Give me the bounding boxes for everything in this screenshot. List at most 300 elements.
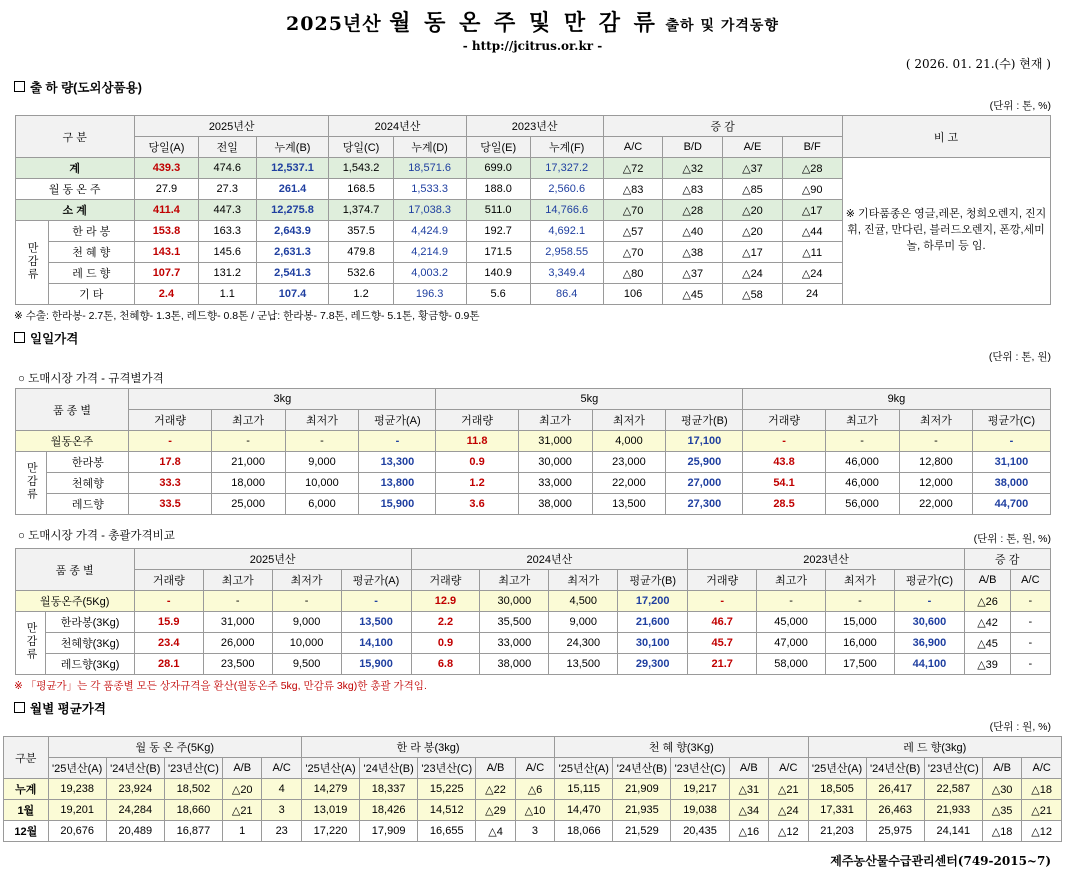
cell: 21,529: [613, 821, 671, 842]
checkbox-icon: [14, 332, 25, 343]
cell: △38: [663, 242, 723, 263]
cell: 19,217: [671, 779, 729, 800]
sub-b: '24년산(B): [866, 758, 924, 779]
cell: 1,533.3: [393, 179, 466, 200]
sub-a: 당일(A): [134, 137, 198, 158]
cell: △21: [223, 800, 262, 821]
col-2025: 2025년산: [134, 549, 411, 570]
cell: 17,327.2: [530, 158, 603, 179]
cell: △83: [663, 179, 723, 200]
cell: △57: [603, 221, 663, 242]
cell: △22: [476, 779, 515, 800]
sub-ac: A/C: [603, 137, 663, 158]
col-remark: 비 고: [842, 116, 1050, 158]
cell: 18,660: [164, 800, 222, 821]
table-header-row: [15, 389, 1050, 410]
cell: 2,631.3: [256, 242, 329, 263]
cell: 24: [782, 284, 842, 305]
cell: 1: [223, 821, 262, 842]
cell: 12.9: [411, 591, 480, 612]
cell: 3,349.4: [530, 263, 603, 284]
cell: 17,331: [808, 800, 866, 821]
site-url: - http://jcitrus.or.kr -: [462, 39, 603, 53]
sub-a: '25년산(A): [808, 758, 866, 779]
cell: 10,000: [285, 473, 359, 494]
sub-max: 최고가: [480, 570, 549, 591]
cell: -: [757, 591, 826, 612]
cell: △4: [476, 821, 515, 842]
cell: 9,000: [549, 612, 618, 633]
table-row: [4, 800, 1062, 821]
cell: 12,537.1: [256, 158, 329, 179]
cell: 21,933: [924, 800, 982, 821]
cell: 20,435: [671, 821, 729, 842]
cell: -: [826, 591, 895, 612]
cell: 357.5: [329, 221, 393, 242]
sub-volume: 거래량: [411, 570, 480, 591]
cell: 2,541.3: [256, 263, 329, 284]
cell: 4,003.2: [393, 263, 466, 284]
section1-heading-label: 출 하 량(도외상품용): [30, 81, 142, 95]
cell: △24: [769, 800, 808, 821]
cell: 47,000: [757, 633, 826, 654]
cell: 45.7: [688, 633, 757, 654]
cell: 14,512: [418, 800, 476, 821]
cell: 24,300: [549, 633, 618, 654]
cell: 54.1: [743, 473, 825, 494]
document-footer: 제주농산물수급관리센터(749-2015~7): [830, 854, 1051, 868]
table-row: [15, 158, 1050, 179]
cell: 13,019: [301, 800, 359, 821]
cell: 4,692.1: [530, 221, 603, 242]
cell: 30,600: [894, 612, 964, 633]
cell: 31,100: [973, 452, 1050, 473]
cell: △70: [603, 242, 663, 263]
sub-b: '24년산(B): [613, 758, 671, 779]
cell: 106: [603, 284, 663, 305]
cell: 44,100: [894, 654, 964, 675]
cell: 16,655: [418, 821, 476, 842]
sub-ab: A/B: [223, 758, 262, 779]
cell: 38,000: [518, 494, 592, 515]
cell: -: [203, 591, 272, 612]
sub-volume: 거래량: [743, 410, 825, 431]
cell: △6: [515, 779, 554, 800]
row-label: 레드향(3Kg): [46, 654, 134, 675]
section2-heading-label: 일일가격: [30, 332, 79, 346]
cell: △29: [476, 800, 515, 821]
cell: 36,900: [894, 633, 964, 654]
cell: 1,374.7: [329, 200, 393, 221]
sub-avg: 평균가(C): [973, 410, 1050, 431]
cell: 27,000: [666, 473, 743, 494]
cell: △72: [603, 158, 663, 179]
cell: 13,500: [592, 494, 666, 515]
row-label: 한라봉(3Kg): [46, 612, 134, 633]
sub-max: 최고가: [203, 570, 272, 591]
cell: △32: [663, 158, 723, 179]
cell: -: [743, 431, 825, 452]
table-row: [15, 633, 1050, 654]
sub-c: '23년산(C): [671, 758, 729, 779]
cell: -: [899, 431, 973, 452]
cell: 21,935: [613, 800, 671, 821]
cell: △80: [603, 263, 663, 284]
cell: 6,000: [285, 494, 359, 515]
cell: 56,000: [825, 494, 899, 515]
cell: 28.5: [743, 494, 825, 515]
cell: 21.7: [688, 654, 757, 675]
cell: △17: [782, 200, 842, 221]
cell: 30,000: [480, 591, 549, 612]
cell: 18,502: [164, 779, 222, 800]
cell: 14,766.6: [530, 200, 603, 221]
cell: 17,909: [360, 821, 418, 842]
cell: 4: [262, 779, 302, 800]
cell: 44,700: [973, 494, 1050, 515]
cell: 15,900: [359, 494, 436, 515]
sub-min: 최저가: [549, 570, 618, 591]
cell: △70: [603, 200, 663, 221]
section1-heading: [14, 78, 1065, 96]
cell: 143.1: [134, 242, 198, 263]
sub-min: 최저가: [285, 410, 359, 431]
cell: 23,924: [106, 779, 164, 800]
cell: △28: [663, 200, 723, 221]
cell: 23,000: [592, 452, 666, 473]
cell: 14,100: [341, 633, 411, 654]
cell: 22,000: [899, 494, 973, 515]
cell: -: [211, 431, 285, 452]
cell: 18,337: [360, 779, 418, 800]
cell: 18,505: [808, 779, 866, 800]
sub-max: 최고가: [211, 410, 285, 431]
row-label: 레 드 향: [48, 263, 134, 284]
cell: △28: [782, 158, 842, 179]
row-label: 월동온주: [15, 431, 129, 452]
table-row: [15, 431, 1050, 452]
table-row: [15, 654, 1050, 675]
row-label: 12월: [4, 821, 49, 842]
sub-max: 최고가: [518, 410, 592, 431]
checkbox-icon: [14, 702, 25, 713]
cell: 24,284: [106, 800, 164, 821]
cell: △20: [223, 779, 262, 800]
cell: 46,000: [825, 452, 899, 473]
cell: △44: [782, 221, 842, 242]
cell: 9,000: [285, 452, 359, 473]
table-subheader-row: [15, 570, 1050, 591]
cell: -: [359, 431, 436, 452]
cell: △20: [723, 200, 783, 221]
row-label: 계: [15, 158, 134, 179]
cell: 4,000: [592, 431, 666, 452]
section4-heading: [14, 699, 1065, 717]
cell: △11: [782, 242, 842, 263]
cell: 6.8: [411, 654, 480, 675]
cell: 2,958.55: [530, 242, 603, 263]
col-variety: 품 종 별: [15, 389, 129, 431]
cell: 38,000: [973, 473, 1050, 494]
col-change: 증 감: [964, 549, 1050, 570]
sub-volume: 거래량: [134, 570, 203, 591]
cell: -: [1011, 633, 1050, 654]
sub-bd: B/D: [663, 137, 723, 158]
cell: △21: [769, 779, 808, 800]
side-label-mangam: 만감류: [15, 221, 48, 305]
title-suffix: 출하 및 가격동향: [665, 18, 779, 34]
col-wintermandarin: 월 동 온 주(5Kg): [48, 737, 301, 758]
row-label: 천 혜 향: [48, 242, 134, 263]
report-date: ( 2026. 01. 21.(수) 현재 ): [905, 57, 1051, 71]
cell: 38,000: [480, 654, 549, 675]
section3-footnote: ※ 「평균가」는 각 품종별 모든 상자규격을 환산(월동온주 5kg, 만감류 3kg)한 총괄 가격임.: [14, 680, 427, 692]
cell: 2,560.6: [530, 179, 603, 200]
cell: 17.8: [129, 452, 211, 473]
sub-ac: A/C: [769, 758, 808, 779]
cell: 9,500: [272, 654, 341, 675]
cell: 27.3: [199, 179, 256, 200]
col-2025: 2025년산: [134, 116, 329, 137]
cell: 14,470: [555, 800, 613, 821]
sub-ab: A/B: [476, 758, 515, 779]
cell: 19,038: [671, 800, 729, 821]
cell: 23.4: [134, 633, 203, 654]
cell: △31: [729, 779, 768, 800]
row-label: 월동온주(5Kg): [15, 591, 134, 612]
cell: 28.1: [134, 654, 203, 675]
cell: 168.5: [329, 179, 393, 200]
cell: 15,000: [826, 612, 895, 633]
cell: △37: [663, 263, 723, 284]
cell: 29,300: [618, 654, 688, 675]
row-label: 한라봉: [47, 452, 129, 473]
cell: 2.4: [134, 284, 198, 305]
sub-min: 최저가: [592, 410, 666, 431]
col-2024: 2024년산: [411, 549, 688, 570]
sub-bf: B/F: [782, 137, 842, 158]
cell: 14,279: [301, 779, 359, 800]
cell: 12,800: [899, 452, 973, 473]
title-prefix: 2025년산: [286, 13, 382, 35]
cell: △16: [729, 821, 768, 842]
table-row: [15, 452, 1050, 473]
table-row: [15, 591, 1050, 612]
section2-subheading: ○ 도매시장 가격 - 규격별가격: [18, 373, 164, 385]
sub-f: 누계(F): [530, 137, 603, 158]
cell: 46,000: [825, 473, 899, 494]
table-subheader-row: [15, 410, 1050, 431]
cell: 20,676: [48, 821, 106, 842]
row-label: 기 타: [48, 284, 134, 305]
cell: 17,038.3: [393, 200, 466, 221]
cell: 27.9: [134, 179, 198, 200]
cell: 15,225: [418, 779, 476, 800]
row-label: 레드향: [47, 494, 129, 515]
cell: 163.3: [199, 221, 256, 242]
cell: -: [1011, 612, 1050, 633]
sub-c: 당일(C): [329, 137, 393, 158]
cell: 5.6: [466, 284, 530, 305]
cell: 131.2: [199, 263, 256, 284]
sub-a: '25년산(A): [301, 758, 359, 779]
cell: 21,203: [808, 821, 866, 842]
monthly-average-table: [3, 736, 1062, 842]
sub-volume: 거래량: [436, 410, 518, 431]
sub-avg: 평균가(B): [666, 410, 743, 431]
cell: △45: [964, 633, 1010, 654]
sub-e: 당일(E): [466, 137, 530, 158]
cell: 18,426: [360, 800, 418, 821]
sub-ab: A/B: [729, 758, 768, 779]
sub-ac: A/C: [515, 758, 554, 779]
cell: 2.2: [411, 612, 480, 633]
cell: 107.4: [256, 284, 329, 305]
section4-heading-label: 월별 평균가격: [30, 702, 106, 716]
cell: 16,000: [826, 633, 895, 654]
cell: 18,066: [555, 821, 613, 842]
cell: 58,000: [757, 654, 826, 675]
col-division: 구 분: [15, 116, 134, 158]
cell: 4,500: [549, 591, 618, 612]
row-label: 한 라 봉: [48, 221, 134, 242]
cell: △85: [723, 179, 783, 200]
cell: 18,000: [211, 473, 285, 494]
cell: 13,300: [359, 452, 436, 473]
sub-volume: 거래량: [688, 570, 757, 591]
cell: 0.9: [411, 633, 480, 654]
cell: 25,900: [666, 452, 743, 473]
row-label: 천혜향(3Kg): [46, 633, 134, 654]
cell: 35,500: [480, 612, 549, 633]
cell: 15.9: [134, 612, 203, 633]
sub-ab: A/B: [964, 570, 1010, 591]
cell: 699.0: [466, 158, 530, 179]
cell: -: [688, 591, 757, 612]
sub-a: '25년산(A): [48, 758, 106, 779]
cell: 4,424.9: [393, 221, 466, 242]
sub-c: '23년산(C): [924, 758, 982, 779]
table-row: [15, 473, 1050, 494]
cell: 19,238: [48, 779, 106, 800]
col-division: 구분: [4, 737, 49, 779]
col-2023: 2023년산: [688, 549, 965, 570]
cell: -: [285, 431, 359, 452]
summary-price-table: [15, 548, 1051, 675]
cell: 12,000: [899, 473, 973, 494]
section4-unit: (단위 : 원, %): [989, 721, 1051, 733]
cell: -: [894, 591, 964, 612]
cell: 31,000: [203, 612, 272, 633]
sub-d: 누계(D): [393, 137, 466, 158]
cell: △90: [782, 179, 842, 200]
table-header-row: [15, 116, 1050, 137]
remark-note: ※ 기타품종은 영글,레몬, 청희오렌지, 진지휘, 진귤, 만다린, 블러드오렌지, 폰깡,세미놀, 하루미 등 임.: [842, 158, 1050, 305]
table-row: [4, 821, 1062, 842]
section3-subheading: ○ 도매시장 가격 - 총괄가격비교: [18, 530, 175, 542]
cell: 13,800: [359, 473, 436, 494]
cell: 19,201: [48, 800, 106, 821]
row-label: 천혜향: [47, 473, 129, 494]
cell: 3: [515, 821, 554, 842]
cell: 46.7: [688, 612, 757, 633]
cell: 25,000: [211, 494, 285, 515]
col-2023: 2023년산: [466, 116, 603, 137]
cell: 15,900: [341, 654, 411, 675]
cell: 17,100: [666, 431, 743, 452]
cell: 45,000: [757, 612, 826, 633]
cell: 22,587: [924, 779, 982, 800]
cell: △34: [729, 800, 768, 821]
daily-price-table: [15, 388, 1051, 515]
sub-b: '24년산(B): [106, 758, 164, 779]
cell: -: [825, 431, 899, 452]
cell: △83: [603, 179, 663, 200]
cell: 1.2: [329, 284, 393, 305]
sub-min: 최저가: [272, 570, 341, 591]
cell: 15,115: [555, 779, 613, 800]
col-2024: 2024년산: [329, 116, 466, 137]
cell: △45: [663, 284, 723, 305]
cell: 33,000: [518, 473, 592, 494]
cell: △12: [1022, 821, 1062, 842]
cell: 10,000: [272, 633, 341, 654]
cell: 153.8: [134, 221, 198, 242]
sub-avg: 평균가(B): [618, 570, 688, 591]
cell: 171.5: [466, 242, 530, 263]
sub-max: 최고가: [825, 410, 899, 431]
cell: △40: [663, 221, 723, 242]
cell: △20: [723, 221, 783, 242]
sub-max: 최고가: [757, 570, 826, 591]
cell: 140.9: [466, 263, 530, 284]
cell: 27,300: [666, 494, 743, 515]
shipment-table: [15, 115, 1051, 305]
row-label: 월 동 온 주: [15, 179, 134, 200]
section2-heading: [14, 329, 1065, 347]
cell: 188.0: [466, 179, 530, 200]
table-row: [15, 612, 1050, 633]
cell: 411.4: [134, 200, 198, 221]
table-header-row: [4, 737, 1062, 758]
sub-avg: 평균가(A): [359, 410, 436, 431]
col-9kg: 9kg: [743, 389, 1050, 410]
col-hallabong: 한 라 봉(3kg): [301, 737, 554, 758]
cell: 30,100: [618, 633, 688, 654]
sub-min: 최저가: [826, 570, 895, 591]
cell: △30: [982, 779, 1021, 800]
sub-a: '25년산(A): [555, 758, 613, 779]
cell: 11.8: [436, 431, 518, 452]
cell: 20,489: [106, 821, 164, 842]
cell: 26,463: [866, 800, 924, 821]
cell: 447.3: [199, 200, 256, 221]
sub-c: '23년산(C): [164, 758, 222, 779]
cell: 192.7: [466, 221, 530, 242]
title-main-text: 월 동 온 주 및 만 감 류: [389, 10, 658, 36]
cell: 532.6: [329, 263, 393, 284]
cell: -: [973, 431, 1050, 452]
sub-avg: 평균가(A): [341, 570, 411, 591]
cell: 13,500: [341, 612, 411, 633]
cell: △35: [982, 800, 1021, 821]
cell: 145.6: [199, 242, 256, 263]
sub-ac: A/C: [1022, 758, 1062, 779]
sub-min: 최저가: [899, 410, 973, 431]
cell: 1,543.2: [329, 158, 393, 179]
section1-footnote: ※ 수출: 한라봉- 2.7톤, 천혜향- 1.3톤, 레드향- 0.8톤 / 군납: 한라봉- 7.8톤, 레드향- 5.1톤, 황금향- 0.9톤: [14, 310, 480, 322]
col-change: 증 감: [603, 116, 842, 137]
